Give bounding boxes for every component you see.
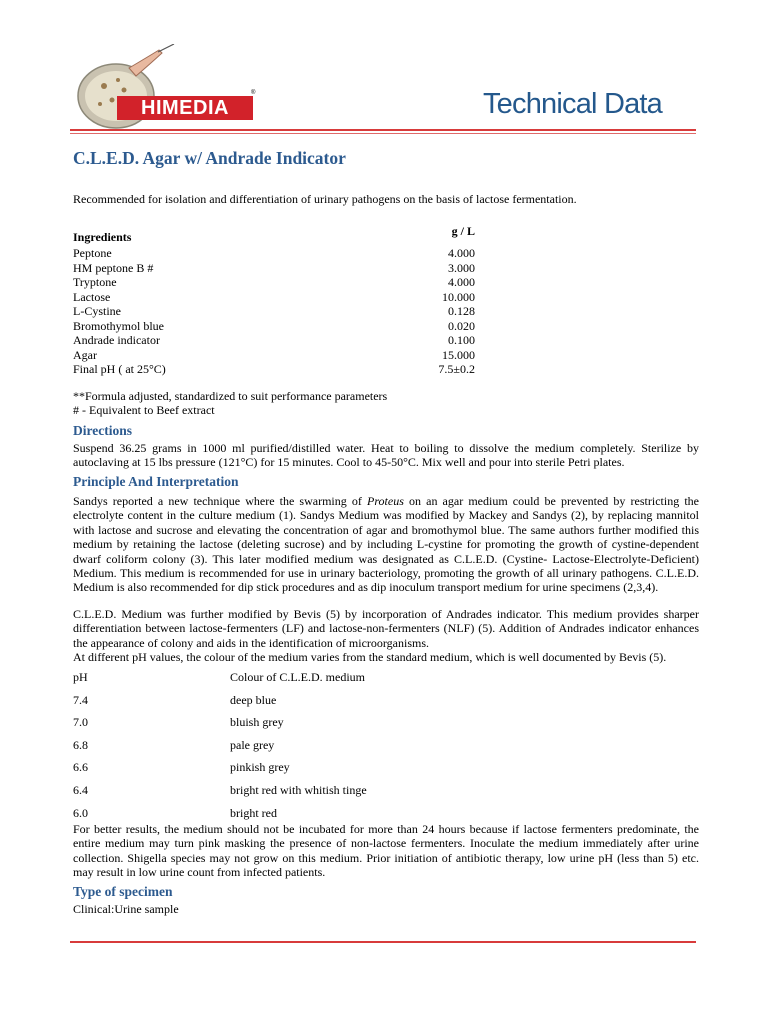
brand-logo-text: HIMEDIA (117, 96, 253, 120)
table-row: 6.6 pinkish grey (73, 760, 290, 775)
ph-colour-table (73, 670, 473, 828)
principle-paragraph-4: For better results, the medium should not be incubated for more than 24 hours because if lactose fermenters predominate, the entire medium may turn pink masking the presence of non-lactose fermenters. Inoculate the medium immediately after urine collection. Shigella species may not grow on this medium. Prior initiation of antibiotic therapy, low urine pH (less than 5) etc. may result in low urine count from infected patients. (73, 822, 699, 880)
header-title: Technical Data (482, 88, 662, 120)
ingredient-row: Final pH ( at 25°C) 7.5±0.2 (73, 362, 475, 376)
table-row: 6.0 bright red (73, 805, 277, 820)
ingredient-row: Bromothymol blue 0.020 (73, 318, 475, 333)
header-rule (70, 129, 696, 131)
ingredient-row: Peptone 4.000 (73, 246, 475, 260)
table-row: 6.4 bright red with whitish tinge (73, 782, 367, 797)
table-row: 6.8 pale grey (73, 737, 275, 752)
principle-paragraph-1: Sandys reported a new technique where the swarming of Proteus on an agar medium could be prevented by restricting the electrolyte content in the culture medium (1). Sandys Medium was modified by Mackey and Sandys (2), by replacing mannitol with lactose and sucrose and elevating the concentration of agar and bromothymol blue. The same authors further modified this medium by retaining the lactose (deleting sucrose) and by including L-cystine for promoting the growth of cystine-dependent dwarf coliform colony (3). This later modified medium was designated as C.L.E.D. (Cystine- Lactose-Electrolyte-Deficient) Medium. This medium is recommended for use in urinary bacteriology, promoting the growth of all urinary pathogens. C.L.E.D. Medium is also recommended for dip stick procedures and as dip inoculum transport medium for urine specimens (2,3,4). (73, 494, 699, 595)
equivalent-note: # - Equivalent to Beef extract (73, 403, 215, 417)
principle-paragraph-2: C.L.E.D. Medium was further modified by Bevis (5) by incorporation of Andrades indicator. This medium provides sharper differentiation between lactose-fermenters (LF) and lactose-non-fermenters (NLF) (5). Addition of Andrades indicator enhances the appearance of colony and aids in the identification of microorganisms. (73, 607, 699, 650)
ingredient-row: HM peptone B # 3.000 (73, 260, 475, 275)
ingredients-list (73, 246, 475, 377)
specimen-heading: Type of specimen (73, 884, 173, 899)
table-row: 7.0 bluish grey (73, 715, 284, 730)
ingredient-row: Lactose 10.000 (73, 289, 475, 304)
ingredients-heading: Ingredients (73, 230, 132, 244)
directions-text: Suspend 36.25 grams in 1000 ml purified/distilled water. Heat to boiling to dissolve the medium completely. Sterilize by autoclaving at 15 lbs pressure (121°C) for 15 minutes. Cool to 45-50°C. Mix well and pour into sterile Petri plates. (73, 441, 699, 470)
ingredient-row: Agar 15.000 (73, 347, 475, 362)
product-title: C.L.E.D. Agar w/ Andrade Indicator (73, 148, 346, 168)
header-rule-thin (70, 133, 696, 134)
footer-rule (70, 941, 696, 943)
intro-text: Recommended for isolation and differentiation of urinary pathogens on the basis of lactose fermentation. (73, 192, 577, 206)
principle-heading: Principle And Interpretation (73, 474, 239, 489)
ingredient-row: Andrade indicator 0.100 (73, 333, 475, 347)
ingredient-row: Tryptone 4.000 (73, 275, 475, 289)
table-row: 7.4 deep blue (73, 692, 277, 707)
specimen-text: Clinical:Urine sample (73, 902, 179, 916)
formula-note: **Formula adjusted, standardized to suit performance parameters (73, 389, 388, 403)
table-header: pH Colour of C.L.E.D. medium (73, 670, 365, 684)
registered-mark: ® (251, 90, 256, 96)
ingredient-row: L-Cystine 0.128 (73, 304, 475, 318)
unit-heading: g / L (451, 224, 475, 238)
directions-heading: Directions (73, 423, 132, 438)
principle-paragraph-3: At different pH values, the colour of the medium varies from the standard medium, which is well documented by Bevis (5). (73, 650, 667, 664)
